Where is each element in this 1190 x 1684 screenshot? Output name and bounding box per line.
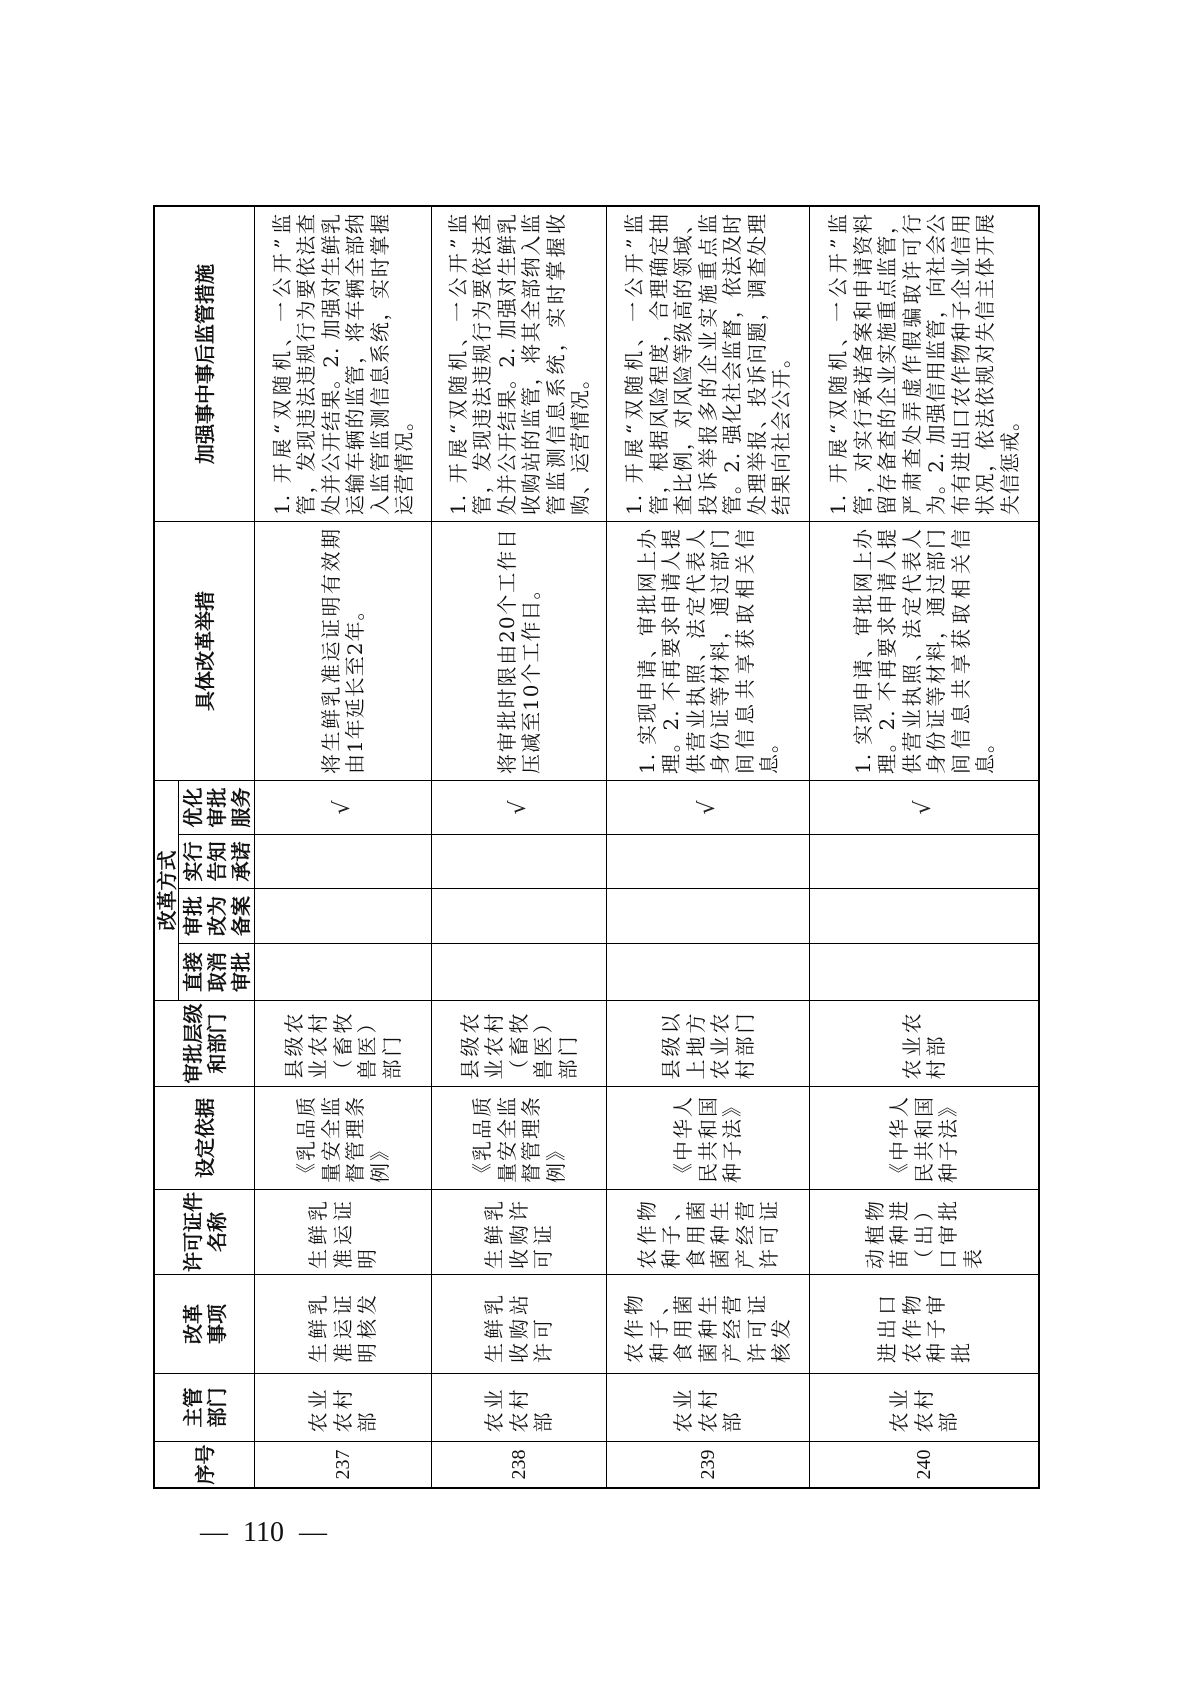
seq-number: 238 xyxy=(507,1449,530,1480)
header-reform-mode-label: 改革方式 xyxy=(155,850,179,931)
level-cell xyxy=(810,1000,1039,1086)
header-supervision xyxy=(155,206,255,521)
mode-cancel-cell xyxy=(432,943,607,1000)
dept-text: 农业农村部 xyxy=(887,1386,961,1433)
header-level-label: 审批层级和部门 xyxy=(180,1003,229,1084)
header-license-label: 许可证件名称 xyxy=(180,1192,229,1272)
level-text: 县级农业农村（畜牧兽医）部门 xyxy=(457,1010,580,1080)
mode-cancel-cell xyxy=(810,943,1039,1000)
level-text: 县级农业农村（畜牧兽医）部门 xyxy=(281,1010,404,1080)
seq-cell xyxy=(432,1441,607,1487)
mode-filing-cell xyxy=(255,888,432,943)
reform-table xyxy=(154,206,1039,1488)
header-item-label: 改革事项 xyxy=(180,1304,229,1344)
mode-notify-cell xyxy=(432,834,607,888)
basis-cell xyxy=(810,1086,1039,1189)
mode-optimize-cell xyxy=(432,780,607,834)
basis-cell xyxy=(255,1086,432,1189)
mode-filing-cell xyxy=(810,888,1039,943)
check-mark-icon: √ xyxy=(329,800,355,815)
supervision-cell xyxy=(255,206,432,521)
measures-text: 1. 实现申请、审批网上办理。2. 不再要求申请人提供营业执照、法定代表人身份证等材料，通过部门间信息共享获取相关信息。 xyxy=(634,528,781,774)
header-mode-notify xyxy=(179,834,255,888)
level-text: 县级以上地方农业农村部门 xyxy=(659,1010,757,1080)
supervision-text: 1. 开展“双随机、一公开”监管，发现违法违规行为要依法查处并公开结果。2. 加强对生鲜乳运输车辆的监管，将车辆全部纳入监管监测信息系统，实时掌握运营情况。 xyxy=(269,213,416,515)
header-measures-label: 具体改革举措 xyxy=(192,591,217,711)
license-cell xyxy=(432,1189,607,1274)
seq-number: 237 xyxy=(331,1449,354,1480)
license-text: 动植物苗种进（出）口审批表 xyxy=(862,1197,985,1269)
seq-cell xyxy=(607,1441,810,1487)
license-text: 生鲜乳收购许可证 xyxy=(482,1197,556,1269)
header-mode-filing xyxy=(179,888,255,943)
header-reform-mode xyxy=(155,780,179,1000)
supervision-text: 1. 开展“双随机、一公开”监管，根据风险程度，合理确定抽查比例，对风险等级高的领域、投诉举报多的企业实施重点监管。2. 强化社会监督，依法及时处理举报、投诉问题，调查处理结果向社会公开。 xyxy=(622,213,794,515)
header-seq xyxy=(155,1441,255,1487)
mode-optimize-cell xyxy=(255,780,432,834)
header-seq-label: 序号 xyxy=(192,1444,217,1485)
item-cell xyxy=(255,1274,432,1373)
basis-cell xyxy=(432,1086,607,1189)
basis-text: 《中华人民共和国种子法》 xyxy=(887,1095,961,1183)
supervision-cell xyxy=(607,206,810,521)
dept-cell xyxy=(810,1373,1039,1441)
item-cell xyxy=(432,1274,607,1373)
header-supervision-label: 加强事中事后监管措施 xyxy=(192,264,217,464)
header-mode-optimize-label: 优化审批服务 xyxy=(180,787,253,828)
mode-filing-cell xyxy=(607,888,810,943)
header-mode-filing-label: 审批改为备案 xyxy=(180,896,253,936)
mode-cancel-cell xyxy=(607,943,810,1000)
measures-cell xyxy=(607,521,810,780)
item-text: 进出口农作物种子审批 xyxy=(875,1291,973,1363)
supervision-cell xyxy=(432,206,607,521)
seq-cell xyxy=(810,1441,1039,1487)
header-dept-label: 主管部门 xyxy=(180,1387,229,1428)
seq-number: 240 xyxy=(912,1449,935,1480)
supervision-text: 1. 开展“双随机、一公开”监管，发现违法违规行为要依法查处并公开结果。2. 加强对生鲜乳收购站的监管，将其全部纳入监管监测信息系统，实时掌握收购、运营情况。 xyxy=(445,213,592,515)
measures-text: 将审批时限由20个工作日压减至10个工作日。 xyxy=(494,528,543,774)
mode-optimize-cell xyxy=(607,780,810,834)
header-mode-cancel-label: 直接取消审批 xyxy=(180,952,253,992)
check-mark-icon: √ xyxy=(910,800,936,815)
dept-cell xyxy=(607,1373,810,1441)
mode-cancel-cell xyxy=(255,943,432,1000)
dept-text: 农业农村部 xyxy=(671,1386,745,1433)
header-level xyxy=(155,1000,255,1086)
header-license xyxy=(155,1189,255,1274)
dept-cell xyxy=(432,1373,607,1441)
seq-number: 239 xyxy=(696,1449,719,1480)
mode-optimize-cell xyxy=(810,780,1039,834)
item-cell xyxy=(810,1274,1039,1373)
dept-text: 农业农村部 xyxy=(482,1386,556,1433)
level-cell xyxy=(432,1000,607,1086)
header-dept xyxy=(155,1373,255,1441)
basis-cell xyxy=(607,1086,810,1189)
dept-cell xyxy=(255,1373,432,1441)
header-basis xyxy=(155,1086,255,1189)
header-mode-cancel xyxy=(179,943,255,1000)
level-cell xyxy=(607,1000,810,1086)
page-number: — 110 — xyxy=(200,1517,327,1548)
license-cell xyxy=(255,1189,432,1274)
header-item xyxy=(155,1274,255,1373)
seq-cell xyxy=(255,1441,432,1487)
license-cell xyxy=(810,1189,1039,1274)
supervision-cell xyxy=(810,206,1039,521)
supervision-text: 1. 开展“双随机、一公开”监管，对实行承诺备案和申请资料留存备查的企业实施重点监管，严肃查处弄虚作假骗取许可行为。2. 加强信用监管，向社会公布有进出口农作物种子企业信用状况，依法依规对失信主体开展失信惩戒。 xyxy=(826,213,1022,515)
license-text: 生鲜乳准运证明 xyxy=(306,1197,380,1269)
header-mode-optimize xyxy=(179,780,255,834)
mode-notify-cell xyxy=(255,834,432,888)
measures-text: 1. 实现申请、审批网上办理。2. 不再要求申请人提供营业执照、法定代表人身份证等材料，通过部门间信息共享获取相关信息。 xyxy=(850,528,997,774)
measures-text: 将生鲜乳准运证明有效期由1年延长至2年。 xyxy=(318,528,367,774)
basis-text: 《乳品质量安全监督管理条例》 xyxy=(470,1095,568,1183)
check-mark-icon: √ xyxy=(505,800,531,815)
measures-cell xyxy=(432,521,607,780)
measures-cell xyxy=(255,521,432,780)
dept-text: 农业农村部 xyxy=(306,1386,380,1433)
mode-notify-cell xyxy=(810,834,1039,888)
mode-notify-cell xyxy=(607,834,810,888)
header-basis-label: 设定依据 xyxy=(192,1098,217,1178)
item-text: 生鲜乳收购站许可 xyxy=(482,1291,556,1363)
license-text: 农作物种子、食用菌菌种生产经营许可证 xyxy=(634,1197,781,1269)
level-text: 农业农村部 xyxy=(899,1010,948,1080)
item-text: 农作物种子、食用菌菌种生产经营许可证核发 xyxy=(622,1291,794,1363)
item-text: 生鲜乳准运证明核发 xyxy=(306,1291,380,1363)
check-mark-icon: √ xyxy=(694,800,720,815)
header-measures xyxy=(155,521,255,780)
header-mode-notify-label: 实行告知承诺 xyxy=(180,841,253,882)
item-cell xyxy=(607,1274,810,1373)
mode-filing-cell xyxy=(432,888,607,943)
measures-cell xyxy=(810,521,1039,780)
level-cell xyxy=(255,1000,432,1086)
license-cell xyxy=(607,1189,810,1274)
basis-text: 《乳品质量安全监督管理条例》 xyxy=(294,1095,392,1183)
basis-text: 《中华人民共和国种子法》 xyxy=(671,1095,745,1183)
